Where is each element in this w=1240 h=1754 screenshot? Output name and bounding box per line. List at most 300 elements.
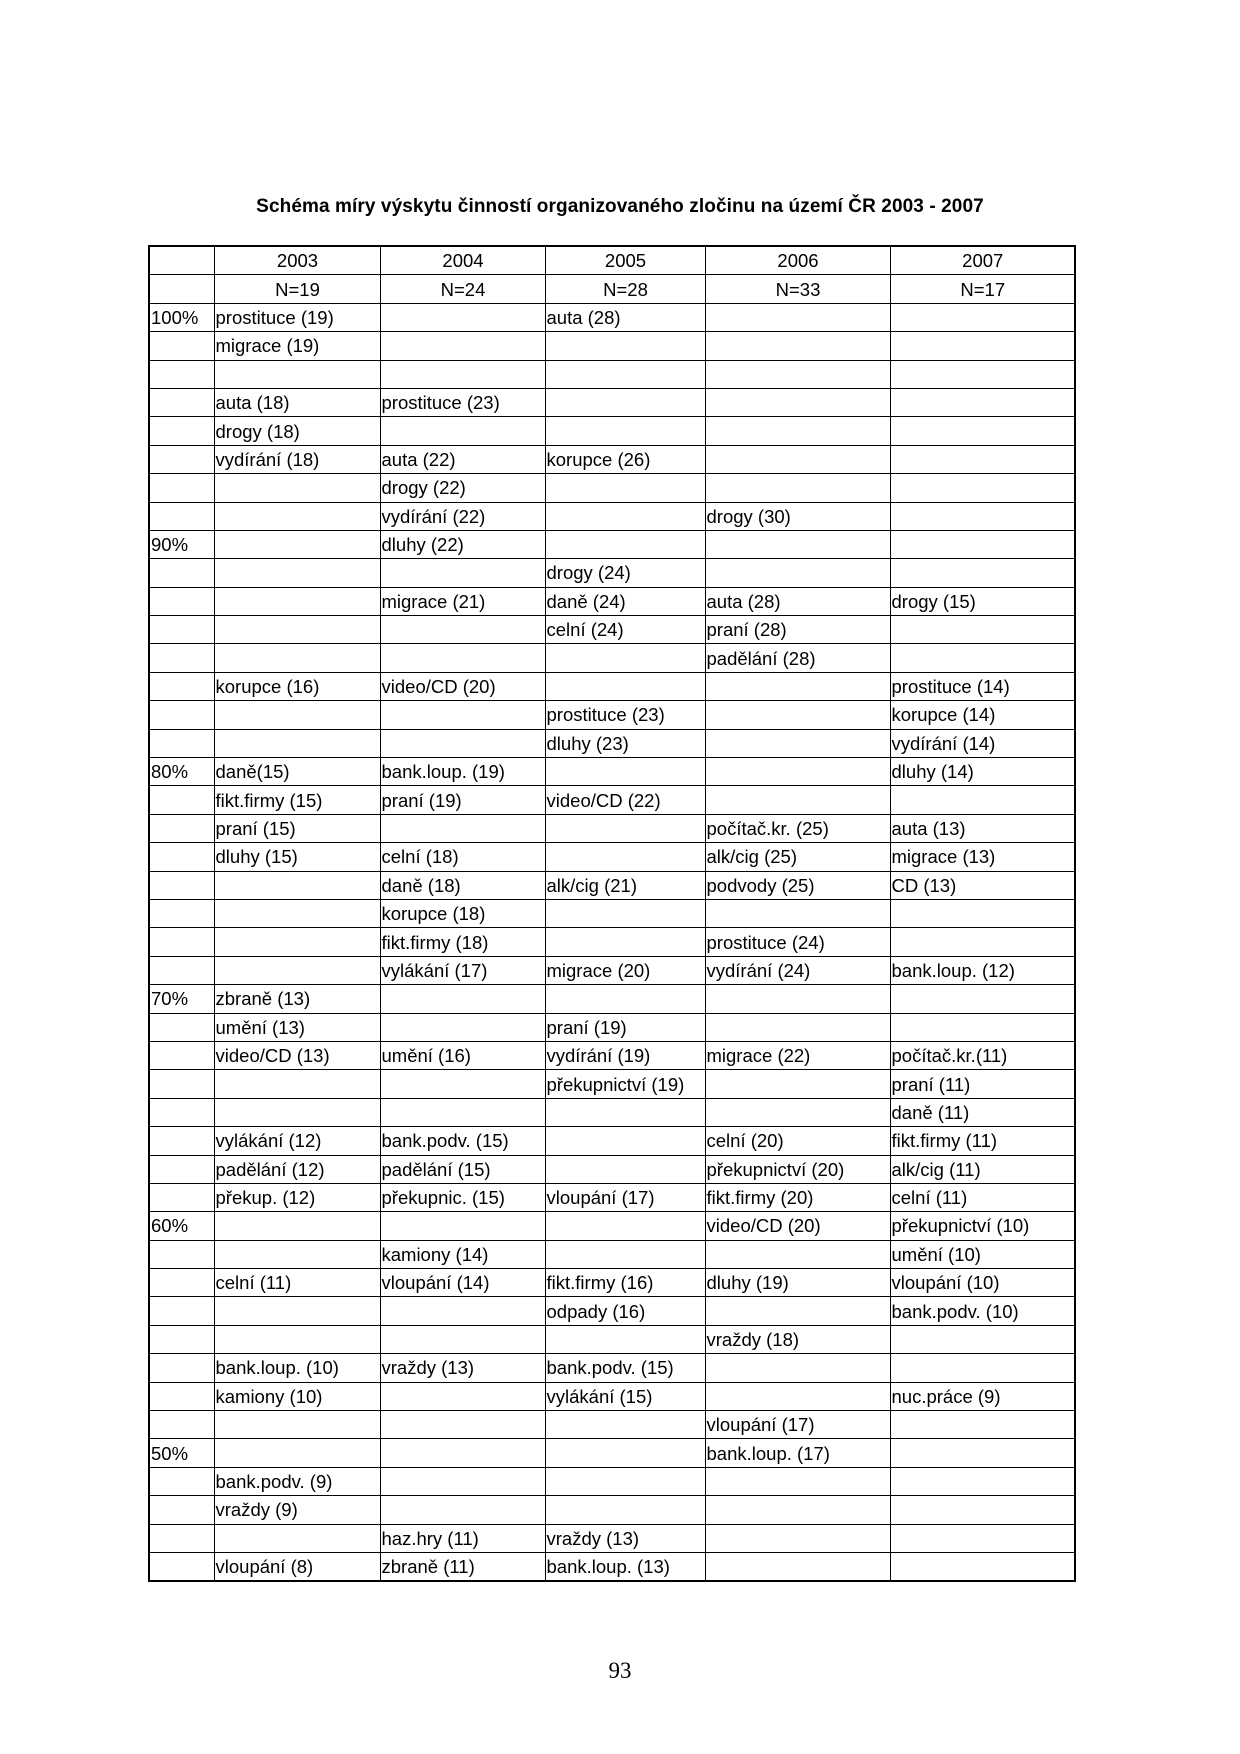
activity-cell bbox=[890, 417, 1075, 445]
activity-cell bbox=[890, 502, 1075, 530]
activity-cell bbox=[890, 1467, 1075, 1495]
activity-cell bbox=[380, 729, 545, 757]
activity-cell: migrace (22) bbox=[705, 1041, 890, 1069]
percent-label-cell bbox=[149, 701, 214, 729]
percent-label-cell bbox=[149, 1552, 214, 1581]
activity-cell bbox=[705, 1552, 890, 1581]
activity-cell: nuc.práce (9) bbox=[890, 1382, 1075, 1410]
activity-cell: dluhy (14) bbox=[890, 758, 1075, 786]
activity-cell: celní (11) bbox=[890, 1183, 1075, 1211]
activity-cell bbox=[545, 1411, 705, 1439]
activity-cell bbox=[545, 672, 705, 700]
activity-cell bbox=[705, 332, 890, 360]
activity-cell bbox=[890, 332, 1075, 360]
activity-cell bbox=[214, 1212, 380, 1240]
activity-cell: drogy (18) bbox=[214, 417, 380, 445]
activity-cell bbox=[890, 445, 1075, 473]
activity-cell bbox=[545, 332, 705, 360]
table-row bbox=[149, 644, 1075, 672]
activity-cell bbox=[380, 1297, 545, 1325]
activity-cell: vraždy (13) bbox=[380, 1354, 545, 1382]
activity-cell: překupnictví (20) bbox=[705, 1155, 890, 1183]
activity-cell: praní (15) bbox=[214, 814, 380, 842]
activity-cell bbox=[545, 1439, 705, 1467]
table-row bbox=[149, 1155, 1075, 1183]
percent-label-cell bbox=[149, 616, 214, 644]
activity-cell: fikt.firmy (15) bbox=[214, 786, 380, 814]
activity-cell: dluhy (15) bbox=[214, 843, 380, 871]
activity-cell: fikt.firmy (18) bbox=[380, 928, 545, 956]
activity-cell bbox=[705, 729, 890, 757]
activity-cell bbox=[214, 871, 380, 899]
activity-cell: korupce (18) bbox=[380, 899, 545, 927]
activity-cell: vydírání (22) bbox=[380, 502, 545, 530]
activity-cell bbox=[705, 758, 890, 786]
table-row bbox=[149, 843, 1075, 871]
table-row bbox=[149, 1127, 1075, 1155]
activity-cell bbox=[545, 1127, 705, 1155]
activity-cell: celní (20) bbox=[705, 1127, 890, 1155]
percent-label-cell bbox=[149, 360, 214, 388]
activity-cell: fikt.firmy (11) bbox=[890, 1127, 1075, 1155]
table-row bbox=[149, 1269, 1075, 1297]
activity-cell bbox=[705, 1382, 890, 1410]
page-title: Schéma míry výskytu činností organizovaného zločinu na území ČR 2003 - 2007 bbox=[256, 196, 984, 217]
activity-cell: vylákání (17) bbox=[380, 956, 545, 984]
activity-cell bbox=[380, 1098, 545, 1126]
activity-cell bbox=[380, 360, 545, 388]
percent-label-cell bbox=[149, 559, 214, 587]
activity-cell bbox=[545, 502, 705, 530]
activity-cell: bank.loup. (17) bbox=[705, 1439, 890, 1467]
activity-cell bbox=[545, 758, 705, 786]
table-row bbox=[149, 1524, 1075, 1552]
activity-cell bbox=[214, 956, 380, 984]
activity-cell bbox=[214, 1439, 380, 1467]
activity-cell bbox=[890, 928, 1075, 956]
activity-cell: daně (18) bbox=[380, 871, 545, 899]
activity-cell bbox=[705, 1013, 890, 1041]
activity-cell bbox=[705, 1496, 890, 1524]
percent-label-cell bbox=[149, 1041, 214, 1069]
table-row bbox=[149, 1354, 1075, 1382]
activity-cell: prostituce (23) bbox=[380, 388, 545, 416]
activity-cell: celní (18) bbox=[380, 843, 545, 871]
activity-cell: vloupání (10) bbox=[890, 1269, 1075, 1297]
table-row bbox=[149, 1013, 1075, 1041]
activity-cell bbox=[705, 1070, 890, 1098]
percent-label-cell bbox=[149, 928, 214, 956]
percent-label-cell bbox=[149, 1269, 214, 1297]
count-header-row bbox=[149, 275, 1075, 303]
table-row bbox=[149, 1070, 1075, 1098]
activity-cell bbox=[214, 360, 380, 388]
activity-cell bbox=[890, 1325, 1075, 1353]
activity-cell: korupce (14) bbox=[890, 701, 1075, 729]
activity-cell: vloupání (8) bbox=[214, 1552, 380, 1581]
activity-cell: vylákání (15) bbox=[545, 1382, 705, 1410]
count-cell: N=19 bbox=[214, 275, 380, 303]
activity-cell: video/CD (13) bbox=[214, 1041, 380, 1069]
table-row bbox=[149, 1411, 1075, 1439]
activity-cell: odpady (16) bbox=[545, 1297, 705, 1325]
percent-label-cell bbox=[149, 956, 214, 984]
table-row bbox=[149, 1240, 1075, 1268]
activity-cell bbox=[705, 559, 890, 587]
activity-cell bbox=[214, 1240, 380, 1268]
activity-cell bbox=[890, 1411, 1075, 1439]
activity-cell bbox=[214, 1098, 380, 1126]
activity-cell bbox=[214, 530, 380, 558]
activity-cell: dluhy (22) bbox=[380, 530, 545, 558]
activity-cell bbox=[380, 303, 545, 331]
table-row bbox=[149, 1041, 1075, 1069]
activity-cell: kamiony (14) bbox=[380, 1240, 545, 1268]
year-cell: 2006 bbox=[705, 246, 890, 275]
activity-cell bbox=[545, 388, 705, 416]
percent-label-cell bbox=[149, 1297, 214, 1325]
activity-cell: fikt.firmy (20) bbox=[705, 1183, 890, 1211]
activity-cell bbox=[705, 1297, 890, 1325]
activity-cell: bank.loup. (13) bbox=[545, 1552, 705, 1581]
percent-label-cell bbox=[149, 814, 214, 842]
activity-cell: vydírání (24) bbox=[705, 956, 890, 984]
activity-cell bbox=[545, 1098, 705, 1126]
activity-cell bbox=[380, 1496, 545, 1524]
table-row bbox=[149, 1552, 1075, 1581]
activity-cell bbox=[890, 1354, 1075, 1382]
activity-cell: praní (28) bbox=[705, 616, 890, 644]
activity-cell bbox=[214, 474, 380, 502]
activity-cell: dluhy (23) bbox=[545, 729, 705, 757]
percent-label-cell bbox=[149, 1382, 214, 1410]
activity-cell: bank.loup. (12) bbox=[890, 956, 1075, 984]
activity-cell bbox=[214, 1070, 380, 1098]
activity-cell: drogy (15) bbox=[890, 587, 1075, 615]
activity-cell: CD (13) bbox=[890, 871, 1075, 899]
activity-cell bbox=[214, 1411, 380, 1439]
activity-cell: auta (22) bbox=[380, 445, 545, 473]
activity-cell bbox=[545, 530, 705, 558]
percent-label-cell bbox=[149, 1013, 214, 1041]
activity-cell bbox=[380, 644, 545, 672]
activity-cell bbox=[380, 701, 545, 729]
percent-label-cell bbox=[149, 672, 214, 700]
percent-label-cell bbox=[149, 1240, 214, 1268]
table-row bbox=[149, 417, 1075, 445]
activity-cell bbox=[890, 303, 1075, 331]
activity-cell: prostituce (14) bbox=[890, 672, 1075, 700]
percent-label-cell: 60% bbox=[149, 1212, 214, 1240]
activity-cell bbox=[380, 1070, 545, 1098]
activity-cell bbox=[545, 1467, 705, 1495]
table-row bbox=[149, 1439, 1075, 1467]
activity-cell bbox=[545, 843, 705, 871]
year-cell: 2005 bbox=[545, 246, 705, 275]
activity-cell: daně(15) bbox=[214, 758, 380, 786]
table-row bbox=[149, 587, 1075, 615]
table-row bbox=[149, 928, 1075, 956]
activity-cell: migrace (13) bbox=[890, 843, 1075, 871]
activity-cell: vloupání (14) bbox=[380, 1269, 545, 1297]
activity-cell: drogy (24) bbox=[545, 559, 705, 587]
activity-cell bbox=[380, 1212, 545, 1240]
year-cell: 2007 bbox=[890, 246, 1075, 275]
activity-cell bbox=[890, 1524, 1075, 1552]
activity-cell: alk/cig (25) bbox=[705, 843, 890, 871]
table-row bbox=[149, 956, 1075, 984]
year-cell: 2004 bbox=[380, 246, 545, 275]
activity-cell: vraždy (13) bbox=[545, 1524, 705, 1552]
table-row bbox=[149, 1467, 1075, 1495]
percent-label-cell: 50% bbox=[149, 1439, 214, 1467]
percent-label-cell bbox=[149, 1127, 214, 1155]
activity-cell bbox=[545, 1496, 705, 1524]
page-number: 93 bbox=[608, 1658, 632, 1683]
percent-label-cell bbox=[149, 388, 214, 416]
activity-cell: bank.podv. (15) bbox=[545, 1354, 705, 1382]
table-row bbox=[149, 729, 1075, 757]
percent-label-cell bbox=[149, 1524, 214, 1552]
activity-cell bbox=[705, 417, 890, 445]
table-row bbox=[149, 616, 1075, 644]
activity-cell bbox=[214, 502, 380, 530]
activity-cell: celní (11) bbox=[214, 1269, 380, 1297]
percent-label-cell bbox=[149, 332, 214, 360]
activity-cell: překupnictví (19) bbox=[545, 1070, 705, 1098]
activity-cell bbox=[890, 388, 1075, 416]
activity-cell bbox=[545, 928, 705, 956]
activity-cell: daně (11) bbox=[890, 1098, 1075, 1126]
activity-cell: vydírání (14) bbox=[890, 729, 1075, 757]
activity-cell: vloupání (17) bbox=[545, 1183, 705, 1211]
activity-cell: překup. (12) bbox=[214, 1183, 380, 1211]
percent-label-cell bbox=[149, 729, 214, 757]
count-cell: N=33 bbox=[705, 275, 890, 303]
percent-label-cell: 90% bbox=[149, 530, 214, 558]
table-row bbox=[149, 1297, 1075, 1325]
activity-cell bbox=[545, 417, 705, 445]
year-cell: 2003 bbox=[214, 246, 380, 275]
table-row bbox=[149, 1183, 1075, 1211]
activity-cell bbox=[705, 360, 890, 388]
table-row bbox=[149, 303, 1075, 331]
activity-cell: vydírání (19) bbox=[545, 1041, 705, 1069]
percent-label-cell bbox=[149, 445, 214, 473]
activity-cell bbox=[890, 1552, 1075, 1581]
activity-cell: kamiony (10) bbox=[214, 1382, 380, 1410]
activity-cell bbox=[705, 985, 890, 1013]
percent-label-cell bbox=[149, 1496, 214, 1524]
activity-cell: migrace (19) bbox=[214, 332, 380, 360]
activity-cell bbox=[214, 587, 380, 615]
activity-cell: praní (19) bbox=[380, 786, 545, 814]
activity-cell bbox=[705, 899, 890, 927]
activity-cell bbox=[545, 1240, 705, 1268]
table-row bbox=[149, 1382, 1075, 1410]
percent-label-cell bbox=[149, 1325, 214, 1353]
table-row bbox=[149, 871, 1075, 899]
activity-cell: alk/cig (11) bbox=[890, 1155, 1075, 1183]
table-row bbox=[149, 530, 1075, 558]
activity-cell: praní (19) bbox=[545, 1013, 705, 1041]
activity-cell bbox=[545, 985, 705, 1013]
activity-cell: alk/cig (21) bbox=[545, 871, 705, 899]
activity-cell bbox=[545, 474, 705, 502]
activity-cell: počítač.kr. (25) bbox=[705, 814, 890, 842]
activity-cell bbox=[380, 1439, 545, 1467]
activity-cell bbox=[890, 899, 1075, 927]
activity-cell: auta (13) bbox=[890, 814, 1075, 842]
activity-cell bbox=[705, 474, 890, 502]
activity-cell bbox=[380, 332, 545, 360]
activity-cell: bank.loup. (19) bbox=[380, 758, 545, 786]
percent-label-cell bbox=[149, 502, 214, 530]
activity-cell bbox=[380, 1411, 545, 1439]
activity-cell: bank.podv. (10) bbox=[890, 1297, 1075, 1325]
activity-cell bbox=[545, 1212, 705, 1240]
percent-label-cell bbox=[149, 1354, 214, 1382]
activity-cell bbox=[705, 388, 890, 416]
activity-cell bbox=[705, 672, 890, 700]
percent-label-cell bbox=[149, 871, 214, 899]
corner-cell bbox=[149, 246, 214, 275]
percent-label-cell bbox=[149, 843, 214, 871]
activity-cell: vydírání (18) bbox=[214, 445, 380, 473]
activity-cell bbox=[214, 701, 380, 729]
activity-cell bbox=[890, 985, 1075, 1013]
activity-cell: vloupání (17) bbox=[705, 1411, 890, 1439]
activity-cell bbox=[705, 303, 890, 331]
table-row bbox=[149, 474, 1075, 502]
year-header-row bbox=[149, 246, 1075, 275]
percent-label-cell bbox=[149, 644, 214, 672]
activity-cell bbox=[214, 644, 380, 672]
table-row bbox=[149, 388, 1075, 416]
table-row bbox=[149, 786, 1075, 814]
activity-cell bbox=[705, 1098, 890, 1126]
activity-cell bbox=[214, 616, 380, 644]
table-row bbox=[149, 758, 1075, 786]
activity-cell bbox=[380, 559, 545, 587]
activity-cell: umění (13) bbox=[214, 1013, 380, 1041]
percent-label-cell bbox=[149, 1467, 214, 1495]
percent-label-cell bbox=[149, 1183, 214, 1211]
percent-label-cell bbox=[149, 1070, 214, 1098]
percent-label-cell: 100% bbox=[149, 303, 214, 331]
activity-cell bbox=[380, 814, 545, 842]
activity-cell: video/CD (22) bbox=[545, 786, 705, 814]
activity-cell: praní (11) bbox=[890, 1070, 1075, 1098]
corner-cell bbox=[149, 275, 214, 303]
activity-cell bbox=[705, 786, 890, 814]
activity-cell bbox=[380, 417, 545, 445]
activity-cell bbox=[214, 928, 380, 956]
activity-cell: prostituce (23) bbox=[545, 701, 705, 729]
activity-cell: zbraně (11) bbox=[380, 1552, 545, 1581]
activity-cell: bank.podv. (9) bbox=[214, 1467, 380, 1495]
activity-cell bbox=[705, 1354, 890, 1382]
activity-cell bbox=[890, 1013, 1075, 1041]
activity-cell: vraždy (9) bbox=[214, 1496, 380, 1524]
activity-cell: korupce (26) bbox=[545, 445, 705, 473]
activity-cell: překupnictví (10) bbox=[890, 1212, 1075, 1240]
table-row bbox=[149, 1212, 1075, 1240]
activity-cell bbox=[890, 786, 1075, 814]
activity-cell bbox=[380, 1382, 545, 1410]
activity-cell bbox=[214, 1524, 380, 1552]
activity-cell: haz.hry (11) bbox=[380, 1524, 545, 1552]
activity-cell: umění (16) bbox=[380, 1041, 545, 1069]
activity-cell bbox=[545, 1155, 705, 1183]
percent-label-cell bbox=[149, 899, 214, 927]
table-row bbox=[149, 1496, 1075, 1524]
activity-cell bbox=[214, 1297, 380, 1325]
table-row bbox=[149, 672, 1075, 700]
activity-cell bbox=[545, 644, 705, 672]
activity-cell: bank.podv. (15) bbox=[380, 1127, 545, 1155]
percent-label-cell bbox=[149, 1098, 214, 1126]
activity-cell: video/CD (20) bbox=[705, 1212, 890, 1240]
activity-cell bbox=[380, 1467, 545, 1495]
activity-cell: auta (28) bbox=[545, 303, 705, 331]
activity-cell bbox=[705, 1240, 890, 1268]
percent-label-cell: 80% bbox=[149, 758, 214, 786]
activity-cell bbox=[214, 559, 380, 587]
activity-cell bbox=[545, 1325, 705, 1353]
activity-cell: celní (24) bbox=[545, 616, 705, 644]
activity-cell bbox=[214, 1325, 380, 1353]
activity-cell bbox=[545, 360, 705, 388]
activity-cell bbox=[705, 445, 890, 473]
activity-cell bbox=[545, 899, 705, 927]
activity-cell bbox=[890, 644, 1075, 672]
crime-activity-table bbox=[148, 245, 1076, 1582]
activity-cell bbox=[890, 474, 1075, 502]
table-row bbox=[149, 899, 1075, 927]
count-cell: N=28 bbox=[545, 275, 705, 303]
activity-cell: auta (28) bbox=[705, 587, 890, 615]
activity-cell: překupnic. (15) bbox=[380, 1183, 545, 1211]
activity-cell: dluhy (19) bbox=[705, 1269, 890, 1297]
activity-cell: auta (18) bbox=[214, 388, 380, 416]
activity-cell: prostituce (19) bbox=[214, 303, 380, 331]
activity-cell bbox=[380, 985, 545, 1013]
table-row bbox=[149, 559, 1075, 587]
activity-cell bbox=[890, 616, 1075, 644]
activity-cell bbox=[380, 1013, 545, 1041]
percent-label-cell bbox=[149, 1155, 214, 1183]
activity-cell bbox=[380, 616, 545, 644]
activity-cell: vylákání (12) bbox=[214, 1127, 380, 1155]
table-row bbox=[149, 445, 1075, 473]
activity-cell: migrace (21) bbox=[380, 587, 545, 615]
activity-cell: vraždy (18) bbox=[705, 1325, 890, 1353]
activity-cell bbox=[890, 1496, 1075, 1524]
activity-cell bbox=[705, 1524, 890, 1552]
activity-cell: podvody (25) bbox=[705, 871, 890, 899]
table-row bbox=[149, 701, 1075, 729]
activity-cell: video/CD (20) bbox=[380, 672, 545, 700]
activity-cell: daně (24) bbox=[545, 587, 705, 615]
count-cell: N=24 bbox=[380, 275, 545, 303]
activity-cell: drogy (30) bbox=[705, 502, 890, 530]
activity-cell: drogy (22) bbox=[380, 474, 545, 502]
activity-cell: prostituce (24) bbox=[705, 928, 890, 956]
activity-cell: korupce (16) bbox=[214, 672, 380, 700]
activity-cell bbox=[705, 701, 890, 729]
table-row bbox=[149, 985, 1075, 1013]
